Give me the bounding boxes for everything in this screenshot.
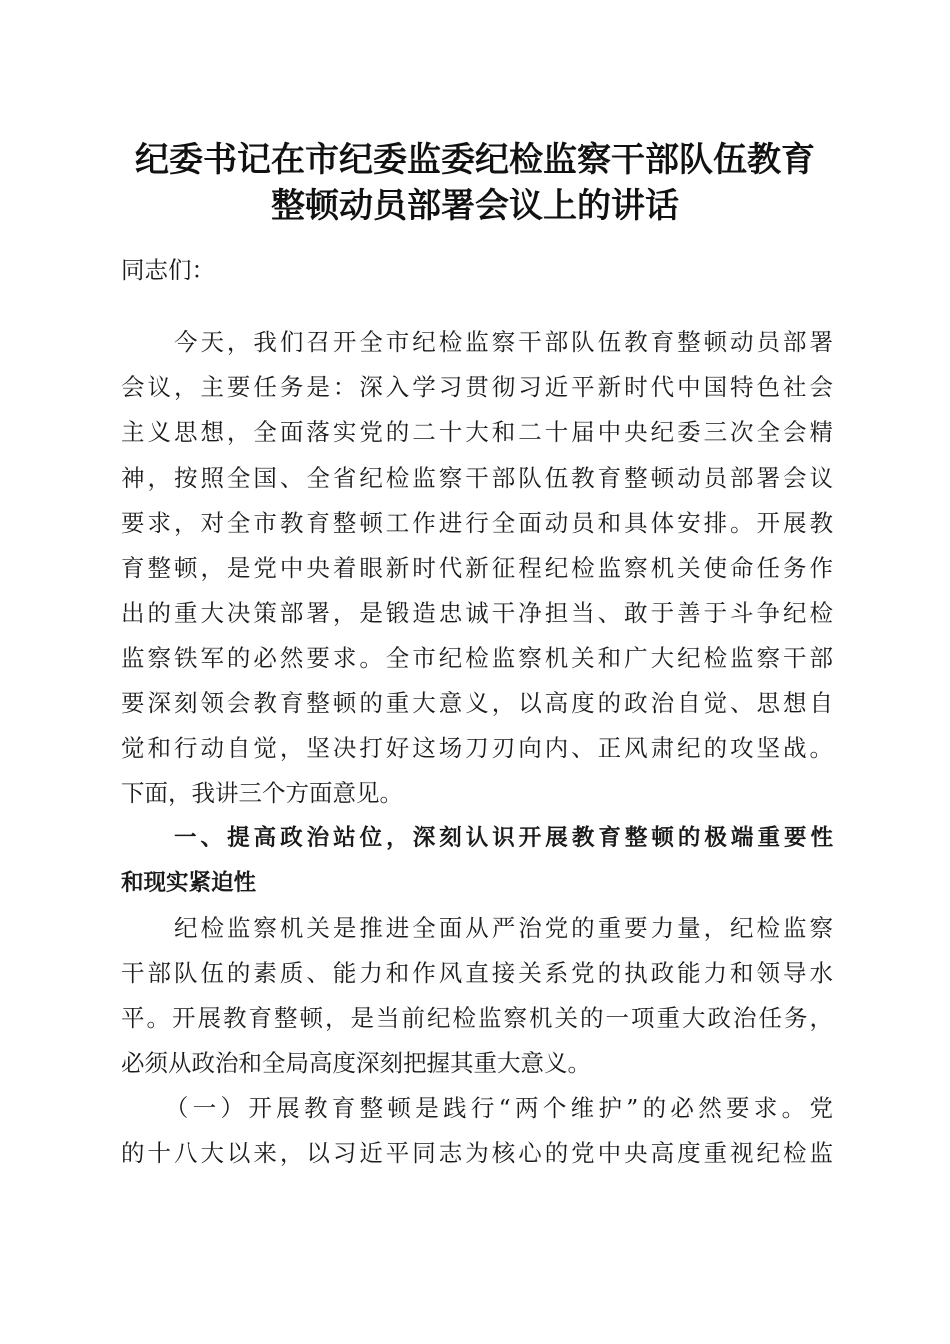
body-line: 纪检监察机关是推进全面从严治党的重要力量，纪检监察 <box>121 914 833 942</box>
body-line: 神，按照全国、全省纪检监察干部队伍教育整顿动员部署会议 <box>121 464 833 492</box>
body-line: 干部队伍的素质、能力和作风直接关系党的执政能力和领导水 <box>121 959 833 987</box>
body-line: 今天，我们召开全市纪检监察干部队伍教育整顿动员部署 <box>121 328 833 356</box>
body-line: 觉和行动自觉，坚决打好这场刀刃向内、正风肃纪的攻坚战。 <box>121 734 833 762</box>
body-line: 育整顿，是党中央着眼新时代新征程纪检监察机关使命任务作 <box>121 554 833 582</box>
body-line: 必须从政治和全局高度深刻把握其重大意义。 <box>121 1049 591 1077</box>
section-heading: 一、提高政治站位，深刻认识开展教育整顿的极端重要性 <box>121 825 833 851</box>
body-line: 出的重大决策部署，是锻造忠诚干净担当、敢于善于斗争纪检 <box>121 599 833 627</box>
body-line: 监察铁军的必然要求。全市纪检监察机关和广大纪检监察干部 <box>121 644 833 672</box>
salutation: 同志们： <box>121 256 215 284</box>
body-line: 的十八大以来，以习近平同志为核心的党中央高度重视纪检监 <box>121 1139 833 1167</box>
body-line: 下面，我讲三个方面意见。 <box>121 779 403 807</box>
document-title-line-1: 纪委书记在市纪委监委纪检监察干部队伍教育 <box>135 140 815 180</box>
body-line: 主义思想，全面落实党的二十大和二十届中央纪委三次全会精 <box>121 418 833 446</box>
body-line: 平。开展教育整顿，是当前纪检监察机关的一项重大政治任务， <box>121 1004 833 1032</box>
section-heading: 和现实紧迫性 <box>121 870 257 896</box>
document-title-line-2: 整顿动员部署会议上的讲话 <box>271 186 679 226</box>
body-line: 要求，对全市教育整顿工作进行全面动员和具体安排。开展教 <box>121 509 833 537</box>
body-line: 会议，主要任务是：深入学习贯彻习近平新时代中国特色社会 <box>121 373 833 401</box>
body-line: 要深刻领会教育整顿的重大意义，以高度的政治自觉、思想自 <box>121 689 833 717</box>
subsection-line: （一）开展教育整顿是践行“两个维护”的必然要求。党 <box>121 1094 833 1122</box>
